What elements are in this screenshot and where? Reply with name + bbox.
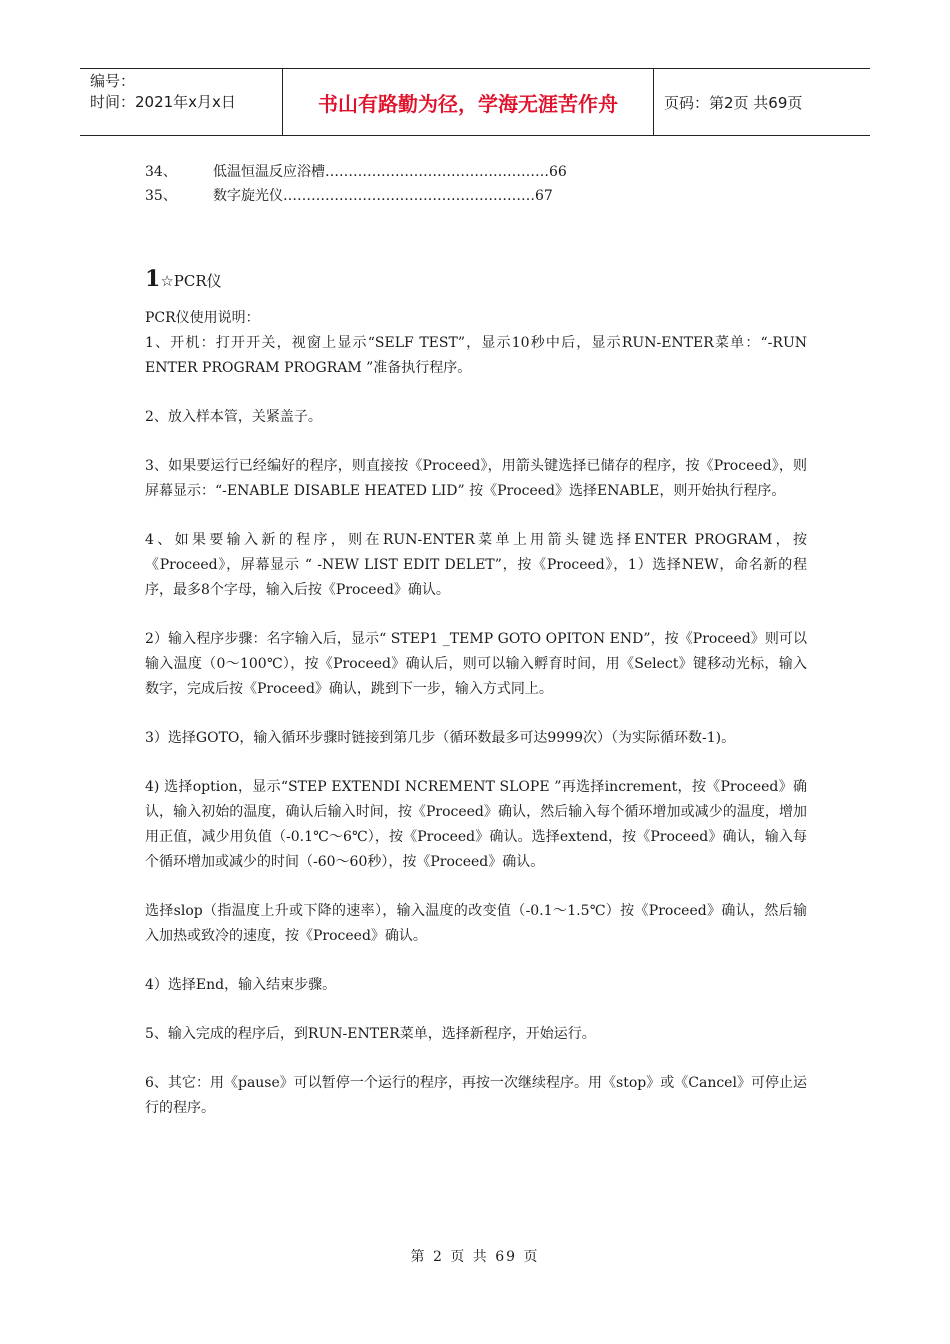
paragraph: 2、放入样本管，关紧盖子。: [145, 409, 322, 425]
paragraph: 3）选择GOTO，输入循环步骤时链接到第几步（循环数最多可达9999次）（为实际循环数-1)。: [145, 730, 736, 746]
toc-item: [145, 160, 807, 184]
header-left-cell: [80, 69, 282, 135]
paragraph: 4) 选择option，显示“STEP EXTENDI NCREMENT SLOPE ”再选择increment，按《Proceed》确认，输入初始的温度，确认后输入时间，按《Proceed》确认，然后输入每个循环增加或减少的温度，增加用正值，减少用负值（-0.1℃～6℃），按《Proceed》确认。选择extend，按《Proceed》确认，输入每个循环增加或减少的时间（-60～60秒），按《Proceed》确认。: [145, 779, 807, 870]
toc-item-number: 35、: [145, 188, 177, 204]
page-header: [80, 68, 870, 136]
document-body: [145, 160, 807, 1145]
document-number-label: 编号：: [90, 72, 136, 90]
section-number: 1: [145, 266, 161, 292]
paragraph: 3、如果要运行已经编好的程序，则直接按《Proceed》，用箭头键选择已储存的程序，按《Proceed》，则屏幕显示：“-ENABLE DISABLE HEATED LID” 按《Proceed》选择ENABLE，则开始执行程序。: [145, 458, 807, 499]
section-title-text: ☆PCR仪: [160, 272, 222, 290]
paragraph: 2）输入程序步骤：名字输入后，显示“ STEP1 _TEMP GOTO OPITON END”，按《Proceed》则可以输入温度（0～100℃），按《Proceed》确认后，则可以输入孵育时间，用《Select》键移动光标，输入数字，完成后按《Proceed》确认，跳到下一步，输入方式同上。: [145, 631, 807, 697]
toc-item: [145, 184, 807, 208]
paragraph: 1、开机：打开开关，视窗上显示“SELF TEST”，显示10秒中后，显示RUN-ENTER菜单：“-RUN ENTER PROGRAM PROGRAM ”准备执行程序。: [145, 335, 807, 376]
toc-item-number: 34、: [145, 164, 177, 180]
toc-item-text: 低温恒温反应浴槽…………………………………………66: [213, 164, 567, 180]
paragraph: 4）选择End，输入结束步骤。: [145, 977, 337, 993]
paragraph: 选择slop（指温度上升或下降的速率），输入温度的改变值（-0.1～1.5℃）按《Proceed》确认，然后输入加热或致冷的速度，按《Proceed》确认。: [145, 903, 807, 944]
header-page-info: 页码：第2页 共69页: [664, 93, 803, 112]
header-motto: 书山有路勤为径，学海无涯苦作舟: [282, 69, 654, 135]
paragraph: PCR仪使用说明：: [145, 310, 260, 326]
document-date-label: 时间：2021年x月x日: [90, 93, 236, 111]
page-footer: 第 2 页 共 69 页: [410, 1249, 540, 1265]
toc-item-text: 数字旋光仪………………………………………………67: [213, 188, 553, 204]
table-of-contents: [145, 160, 807, 208]
section-heading: [145, 266, 807, 292]
paragraph: 6、其它：用《pause》可以暂停一个运行的程序，再按一次继续程序。用《stop》或《Cancel》可停止运行的程序。: [145, 1075, 807, 1116]
paragraph: 4、如果要输入新的程序，则在RUN-ENTER菜单上用箭头键选择ENTER PROGRAM，按《Proceed》，屏幕显示 “ -NEW LIST EDIT DELET”，按《Proceed》，1）选择NEW，命名新的程序，最多8个字母，输入后按《Proceed》确认。: [145, 532, 807, 598]
paragraph: 5、输入完成的程序后，到RUN-ENTER菜单，选择新程序，开始运行。: [145, 1026, 596, 1042]
